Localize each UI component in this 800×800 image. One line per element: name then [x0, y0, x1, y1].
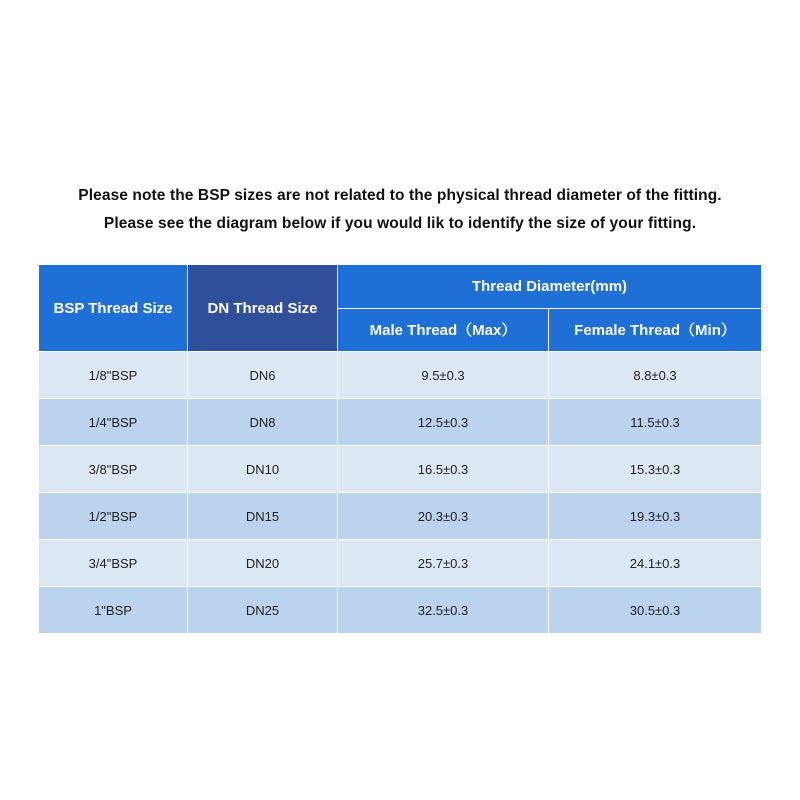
cell-male: 16.5±0.3	[338, 446, 549, 493]
cell-dn: DN6	[188, 352, 338, 399]
cell-dn: DN25	[188, 587, 338, 634]
cell-male: 12.5±0.3	[338, 399, 549, 446]
header-dn-thread-size: DN Thread Size	[188, 265, 338, 352]
cell-male: 32.5±0.3	[338, 587, 549, 634]
cell-dn: DN20	[188, 540, 338, 587]
cell-female: 8.8±0.3	[549, 352, 762, 399]
cell-dn: DN8	[188, 399, 338, 446]
header-thread-diameter: Thread Diameter(mm)	[338, 265, 762, 309]
table-row	[39, 446, 762, 493]
cell-bsp: 1"BSP	[39, 587, 188, 634]
cell-bsp: 3/8"BSP	[39, 446, 188, 493]
table-row	[39, 352, 762, 399]
cell-dn: DN10	[188, 446, 338, 493]
bsp-thread-table	[38, 264, 762, 633]
cell-female: 15.3±0.3	[549, 446, 762, 493]
table-row	[39, 399, 762, 446]
cell-female: 24.1±0.3	[549, 540, 762, 587]
cell-female: 19.3±0.3	[549, 493, 762, 540]
cell-bsp: 3/4"BSP	[39, 540, 188, 587]
table-row	[39, 540, 762, 587]
cell-female: 30.5±0.3	[549, 587, 762, 634]
table-row	[39, 587, 762, 634]
cell-male: 20.3±0.3	[338, 493, 549, 540]
header-male-thread: Male Thread（Max）	[338, 308, 549, 352]
header-female-thread: Female Thread（Min）	[549, 308, 762, 352]
cell-female: 11.5±0.3	[549, 399, 762, 446]
cell-male: 9.5±0.3	[338, 352, 549, 399]
header-bsp-thread-size: BSP Thread Size	[39, 265, 188, 352]
cell-bsp: 1/2"BSP	[39, 493, 188, 540]
note-line-2: Please see the diagram below if you would lik to identify the size of your fitting.	[103, 215, 697, 232]
cell-male: 25.7±0.3	[338, 540, 549, 587]
cell-bsp: 1/8"BSP	[39, 352, 188, 399]
note-line-1: Please note the BSP sizes are not related to the physical thread diameter of the fitting.	[78, 187, 722, 204]
cell-dn: DN15	[188, 493, 338, 540]
table-row	[39, 493, 762, 540]
cell-bsp: 1/4"BSP	[39, 399, 188, 446]
